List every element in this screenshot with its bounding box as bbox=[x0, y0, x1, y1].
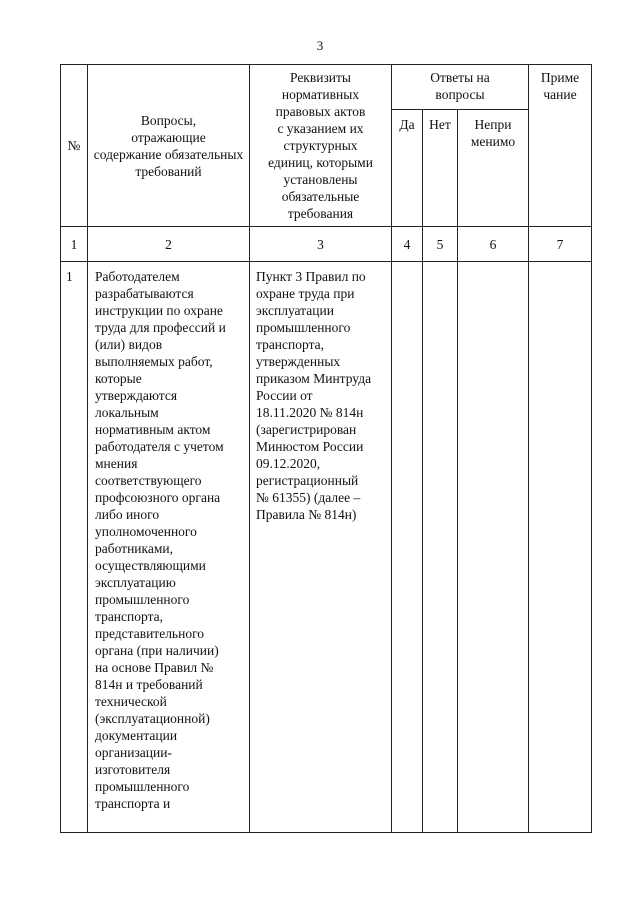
column-number: 6 bbox=[458, 227, 529, 262]
header-answer-yes: Да bbox=[392, 110, 423, 227]
column-number-row bbox=[61, 227, 592, 262]
note-cell[interactable] bbox=[529, 262, 592, 833]
row-requisites: Пункт 3 Правил по охране труда при эксплуатации промышленного транспорта, утвержденных приказом Минтруда России от 18.11.2020 № 814н (зарегистрирован Минюстом России 09.12.2020, регистрационный № 61355) (далее – Правила № 814н) bbox=[250, 262, 392, 833]
page-number: 3 bbox=[316, 38, 324, 53]
header-answer-no: Нет bbox=[423, 110, 458, 227]
column-number: 5 bbox=[423, 227, 458, 262]
header-answer-na: Непри менимо bbox=[458, 110, 529, 227]
answer-yes-cell[interactable] bbox=[392, 262, 423, 833]
column-number: 4 bbox=[392, 227, 423, 262]
answer-na-cell[interactable] bbox=[458, 262, 529, 833]
row-question: Работодателем разрабатываются инструкции по охране труда для профессий и (или) видов выполняемых работ, которые утверждаются локальным нормативным актом работодателя с учетом мнения соответствующего профсоюзного органа либо иного уполномоченного работниками, осуществляющими эксплуатацию промышленного транспорта, представительного органа (при наличии) на основе Правил № 814н и требований технической (эксплуатационной) документации организации- изготовителя промышленного транспорта и bbox=[88, 262, 250, 833]
table-row bbox=[61, 262, 592, 833]
checklist-table bbox=[60, 64, 592, 833]
header-note: Приме чание bbox=[529, 65, 592, 227]
row-number: 1 bbox=[61, 262, 88, 833]
column-number: 1 bbox=[61, 227, 88, 262]
column-number: 7 bbox=[529, 227, 592, 262]
header-questions: Вопросы, отражающие содержание обязательных требований bbox=[88, 65, 250, 227]
header-answers: Ответы на вопросы bbox=[392, 65, 529, 110]
answer-no-cell[interactable] bbox=[423, 262, 458, 833]
column-number: 2 bbox=[88, 227, 250, 262]
column-number: 3 bbox=[250, 227, 392, 262]
header-row bbox=[61, 65, 592, 110]
header-requisites: Реквизиты нормативных правовых актов с указанием их структурных единиц, которыми установлены обязательные требования bbox=[250, 65, 392, 227]
header-number: № bbox=[61, 65, 88, 227]
